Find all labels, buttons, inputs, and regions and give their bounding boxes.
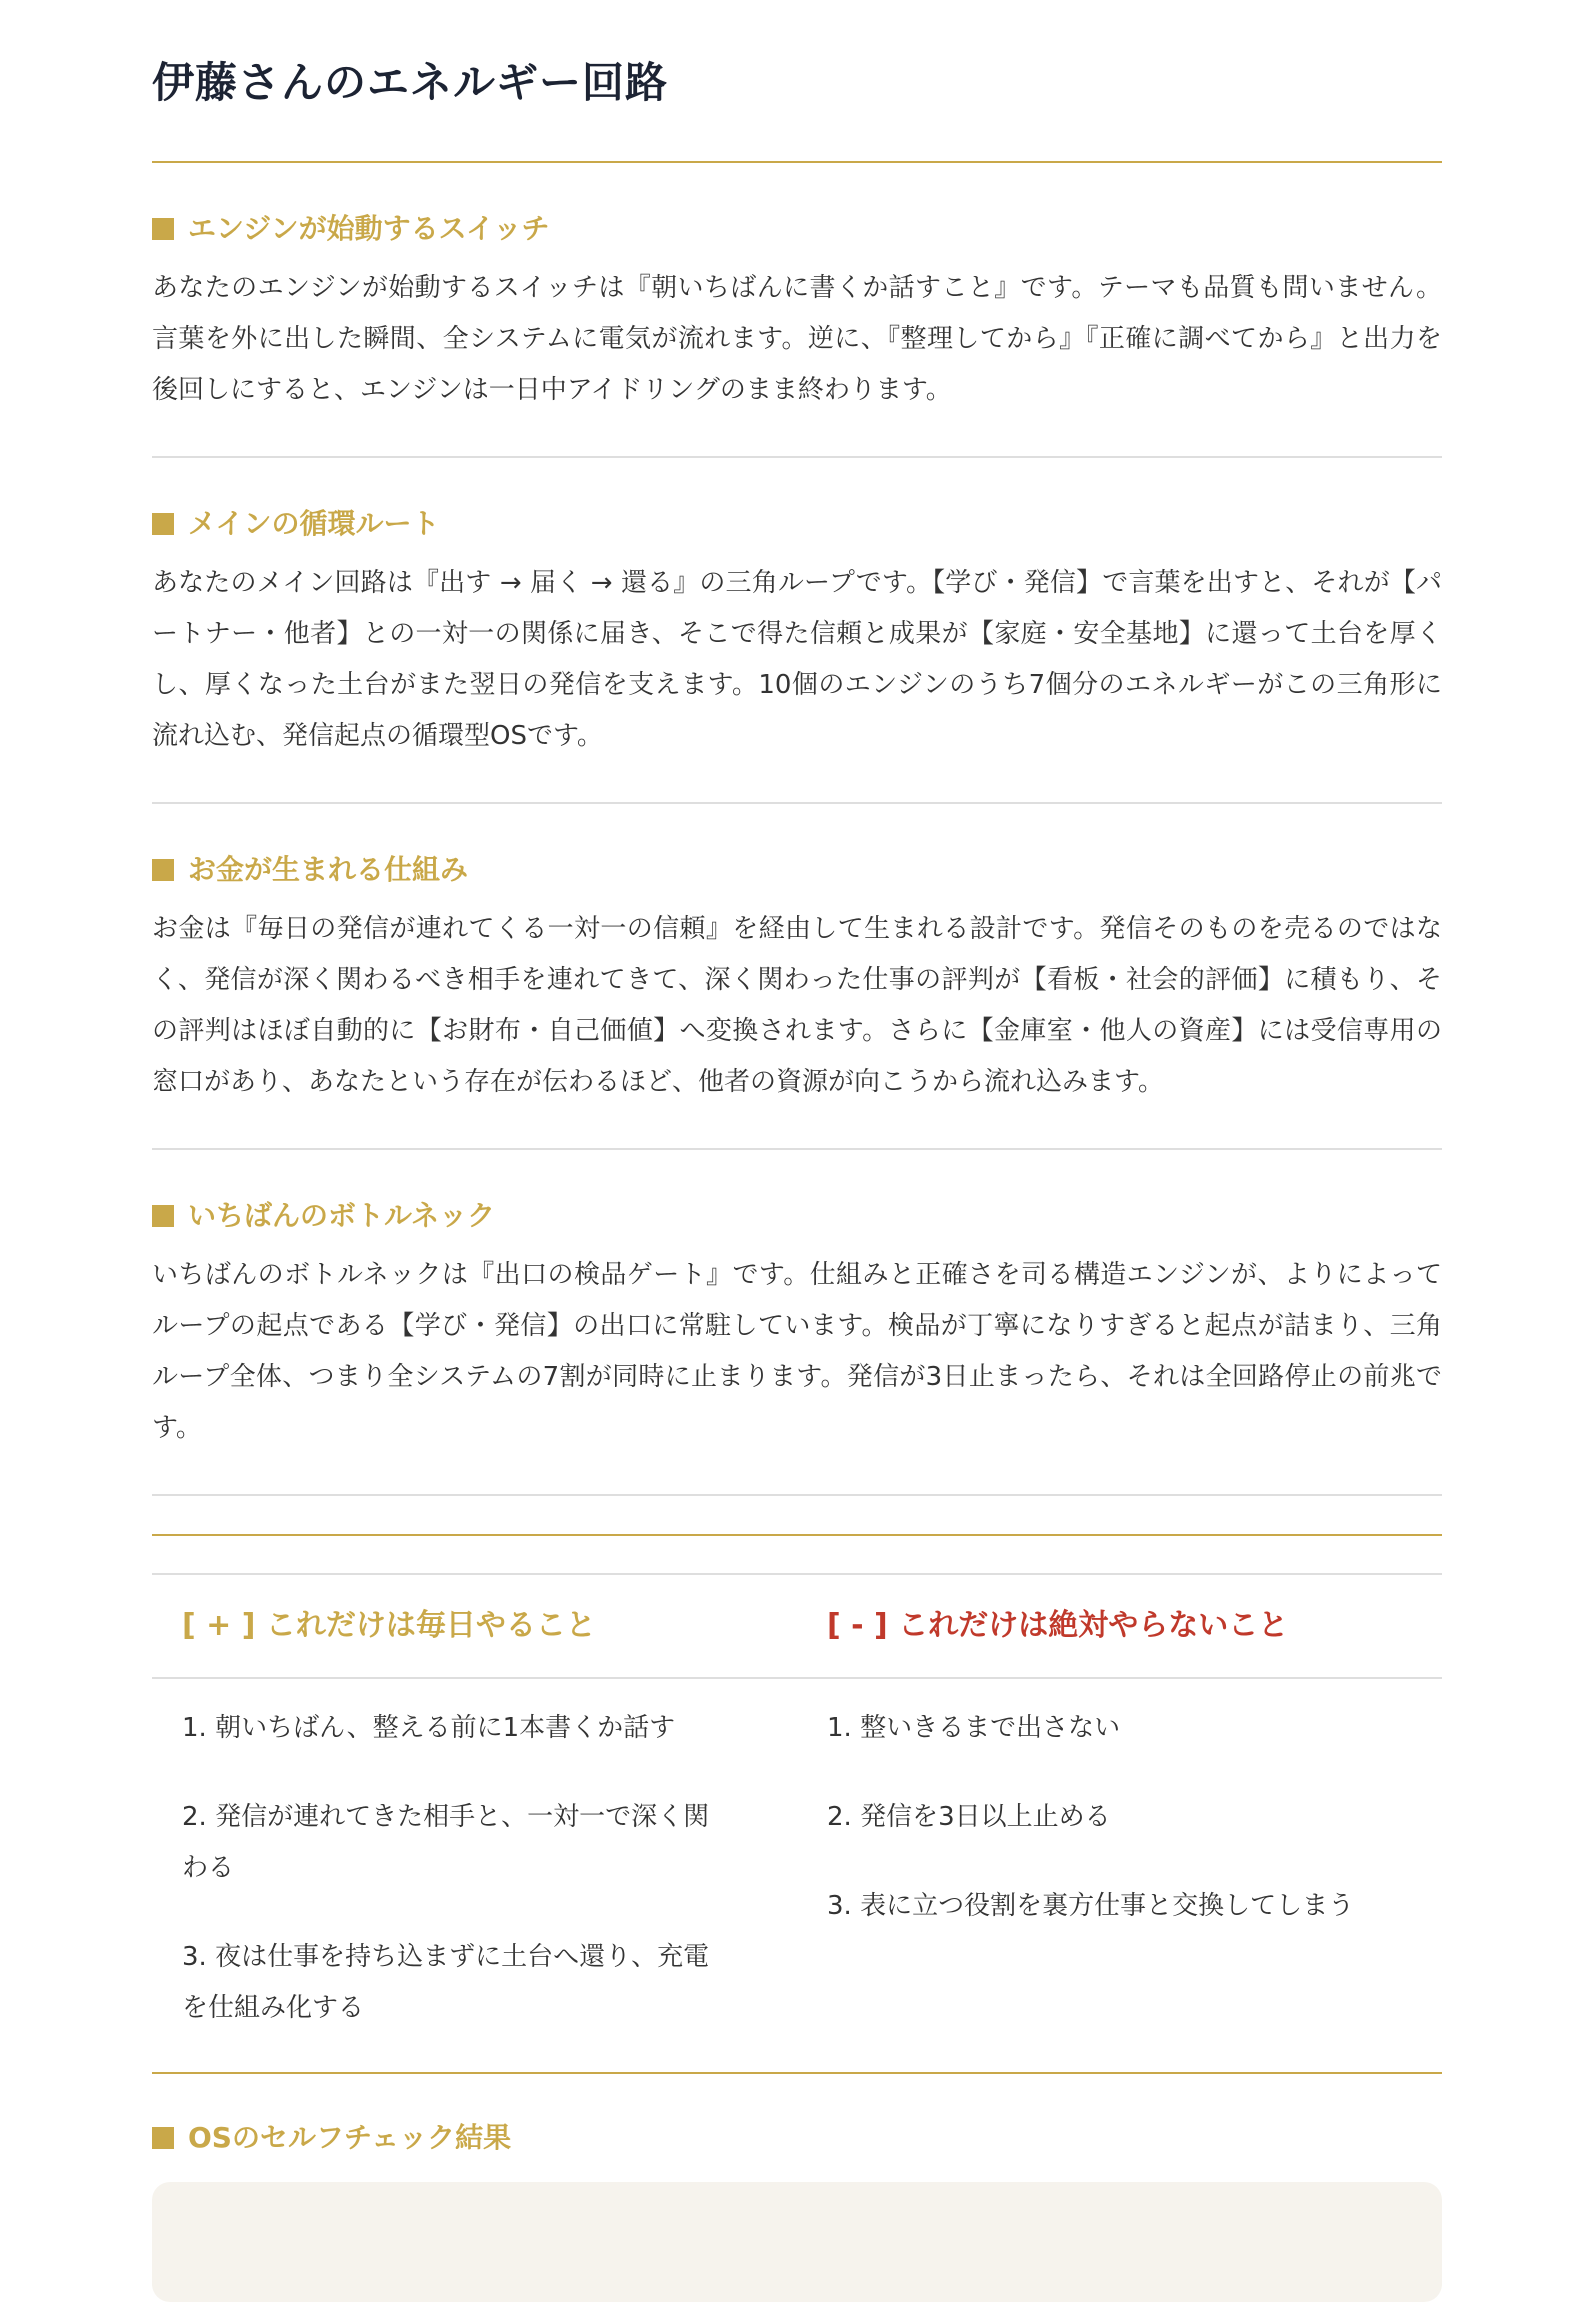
section-bottleneck: [152, 1150, 1442, 1496]
self-check-result-box: [152, 2182, 1442, 2302]
square-bullet-icon: [152, 513, 174, 535]
list-item: 2. 発信を3日以上止める: [827, 1802, 1111, 1832]
section-heading-text: メインの循環ルート: [188, 507, 440, 540]
section-body: あなたのエンジンが始動するスイッチは『朝いちばんに書くか話すこと』です。テーマも品質も問いません。言葉を外に出した瞬間、全システムに電気が流れます。逆に、『整理してから』『正確に調べてから』と出力を後回しにすると、エンジンは一日中アイドリングのまま終わります。: [152, 273, 1442, 405]
section-heading: [152, 504, 1442, 544]
section-heading-text: エンジンが始動するスイッチ: [188, 212, 550, 245]
do-heading: [ + ] これだけは毎日やること: [182, 1608, 596, 1643]
page-title: 伊藤さんのエネルギー回路: [152, 58, 669, 107]
section-body: あなたのメイン回路は『出す → 届く → 還る』の三角ループです。【学び・発信】で言葉を出すと、それが【パートナー・他者】との一対一の関係に届き、そこで得た信頼と成果が【家庭・安全基地】に還って土台を厚くし、厚くなった土台がまた翌日の発信を支えます。10個のエンジンのうち7個分のエネルギーがこの三角形に流れ込む、発信起点の循環型OSです。: [152, 568, 1442, 751]
section-money: [152, 804, 1442, 1150]
dont-list: [827, 1703, 1442, 1932]
dont-heading: [ - ] これだけは絶対やらないこと: [827, 1608, 1289, 1643]
do-list: [182, 1703, 797, 2034]
section-heading: [152, 1196, 1442, 1236]
section-heading: [152, 209, 1442, 249]
list-item: 3. 夜は仕事を持ち込まずに土台へ還り、充電を仕組み化する: [182, 1942, 710, 2023]
list-item: 1. 朝いちばん、整える前に1本書くか話す: [182, 1713, 676, 1743]
todo-bottom-divider: [152, 2072, 1442, 2074]
todo-header-row: [152, 1575, 1442, 1679]
square-bullet-icon: [152, 859, 174, 881]
square-bullet-icon: [152, 2127, 174, 2149]
section-heading: [152, 850, 1442, 890]
section-body: お金は『毎日の発信が連れてくる一対一の信頼』を経由して生まれる設計です。発信そのものを売るのではなく、発信が深く関わるべき相手を連れてきて、深く関わった仕事の評判が【看板・社会的評価】に積もり、その評判はほぼ自動的に【お財布・自己価値】へ変換されます。さらに【金庫室・他人の資産】には受信専用の窓口があり、あなたという存在が伝わるほど、他者の資源が向こうから流れ込みます。: [152, 914, 1442, 1097]
list-item: 2. 発信が連れてきた相手と、一対一で深く関わる: [182, 1802, 710, 1883]
todo-table: [152, 1534, 1442, 2074]
section-heading-text: お金が生まれる仕組み: [188, 853, 469, 886]
section-body: いちばんのボトルネックは『出口の検品ゲート』です。仕組みと正確さを司る構造エンジンが、よりによってループの起点である【学び・発信】の出口に常駐しています。検品が丁寧になりすぎると起点が詰まり、三角ループ全体、つまり全システムの7割が同時に止まります。発信が3日止まったら、それは全回路停止の前兆です。: [152, 1260, 1442, 1443]
list-item: 1. 整いきるまで出さない: [827, 1713, 1121, 1743]
section-heading-text: いちばんのボトルネック: [188, 1199, 496, 1232]
self-check-heading-text: OSのセルフチェック結果: [188, 2121, 512, 2154]
todo-list-row: [152, 1679, 1442, 2072]
todo-top-divider: [152, 1534, 1442, 1536]
self-check-heading: [152, 2118, 1442, 2158]
section-engine-switch: [152, 163, 1442, 458]
square-bullet-icon: [152, 1205, 174, 1227]
square-bullet-icon: [152, 218, 174, 240]
report-page: [152, 0, 1442, 2302]
list-item: 3. 表に立つ役割を裏方仕事と交換してしまう: [827, 1891, 1355, 1921]
section-main-loop: [152, 458, 1442, 804]
